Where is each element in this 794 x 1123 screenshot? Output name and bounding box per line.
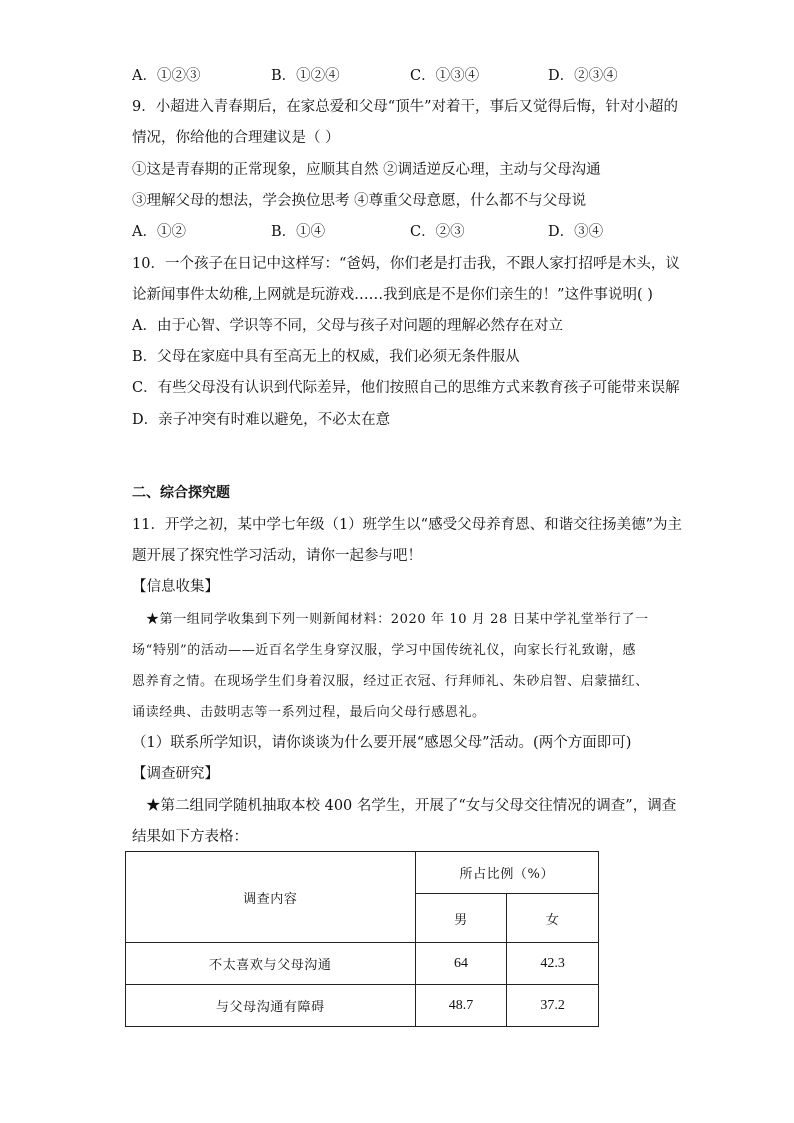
row-female-value: 37.2 bbox=[507, 985, 599, 1027]
survey-line1: ★第二组同学随机抽取本校 400 名学生，开展了“女与父母交往情况的调查”，调查 bbox=[146, 798, 677, 814]
row-male-value: 48.7 bbox=[415, 985, 507, 1027]
header-survey-content: 调查内容 bbox=[126, 852, 416, 943]
q11-sub-question-1: （1）联系所学知识，请你谈谈为什么要开展“感恩父母”活动。(两个方面即可) bbox=[132, 735, 632, 751]
row-male-value: 64 bbox=[415, 943, 507, 985]
news-line4: 诵读经典、击鼓明志等一系列过程，最后向父母行感恩礼。 bbox=[132, 705, 486, 720]
q11-stem-line1: 11．开学之初，某中学七年级（1）班学生以“感受父母养育恩、和谐交往扬美德”为主 bbox=[132, 517, 682, 533]
q10-stem-line1: 10．一个孩子在日记中这样写：“爸妈，你们老是打击我，不跟人家打招呼是木头，议 bbox=[132, 256, 680, 272]
info-collection-heading: 【信息收集】 bbox=[132, 579, 219, 595]
q9-option-b[interactable]: B．①④ bbox=[271, 224, 326, 240]
row-label: 与父母沟通有障碍 bbox=[126, 985, 416, 1027]
q10-stem-line2: 论新闻事件太幼稚,上网就是玩游戏……我到底是不是你们亲生的！”这件事说明( ) bbox=[132, 287, 653, 303]
q9-option-c[interactable]: C．②③ bbox=[410, 224, 465, 240]
survey-line2: 结果如下方表格： bbox=[132, 829, 248, 845]
section-heading: 二、综合探究题 bbox=[132, 485, 230, 501]
q8-option-b[interactable]: B．①②④ bbox=[271, 68, 340, 84]
q8-option-d[interactable]: D．②③④ bbox=[548, 68, 618, 84]
q10-option-b[interactable]: B．父母在家庭中具有至高无上的权威，我们必须无条件服从 bbox=[132, 349, 520, 365]
q8-option-c[interactable]: C．①③④ bbox=[410, 68, 480, 84]
table-row bbox=[126, 943, 599, 985]
survey-heading: 【调查研究】 bbox=[132, 766, 219, 782]
q9-option-a[interactable]: A．①② bbox=[132, 224, 186, 240]
header-ratio: 所占比例（%） bbox=[415, 852, 598, 894]
q10-option-a[interactable]: A．由于心智、学识等不同，父母与孩子对问题的理解必然存在对立 bbox=[132, 318, 563, 334]
q9-items-line2: ③理解父母的想法，学会换位思考 ④尊重父母意愿，什么都不与父母说 bbox=[132, 193, 587, 209]
q10-option-c[interactable]: C．有些父母没有认识到代际差异，他们按照自己的思维方式来教育孩子可能带来误解 bbox=[132, 380, 680, 396]
q9-items-line1: ①这是青春期的正常现象，应顺其自然 ②调适逆反心理，主动与父母沟通 bbox=[132, 162, 601, 178]
survey-table bbox=[125, 851, 599, 1027]
row-female-value: 42.3 bbox=[507, 943, 599, 985]
q8-option-a[interactable]: A．①②③ bbox=[132, 68, 201, 84]
q11-stem-line2: 题开展了探究性学习活动，请你一起参与吧！ bbox=[132, 548, 422, 564]
q9-stem-line1: 9．小超进入青春期后，在家总爱和父母“顶牛”对着干，事后又觉得后悔，针对小超的 bbox=[132, 99, 679, 115]
header-male: 男 bbox=[415, 894, 507, 943]
q9-option-d[interactable]: D．③④ bbox=[548, 224, 604, 240]
header-female: 女 bbox=[507, 894, 599, 943]
news-line3: 恩养育之情。在现场学生们身着汉服，经过正衣冠、行拜师礼、朱砂启智、启蒙描红、 bbox=[132, 674, 649, 689]
q9-stem-line2: 情况，你给他的合理建议是（ ） bbox=[132, 130, 340, 146]
row-label: 不太喜欢与父母沟通 bbox=[126, 943, 416, 985]
news-line2: 场“特别”的活动——近百名学生身穿汉服，学习中国传统礼仪，向家长行礼致谢，感 bbox=[132, 643, 637, 658]
q10-option-d[interactable]: D．亲子冲突有时难以避免，不必太在意 bbox=[132, 412, 391, 428]
table-header-row bbox=[126, 852, 599, 894]
table-row bbox=[126, 985, 599, 1027]
news-line1: ★第一组同学收集到下列一则新闻材料：2020 年 10 月 28 日某中学礼堂举行了一 bbox=[146, 612, 649, 627]
